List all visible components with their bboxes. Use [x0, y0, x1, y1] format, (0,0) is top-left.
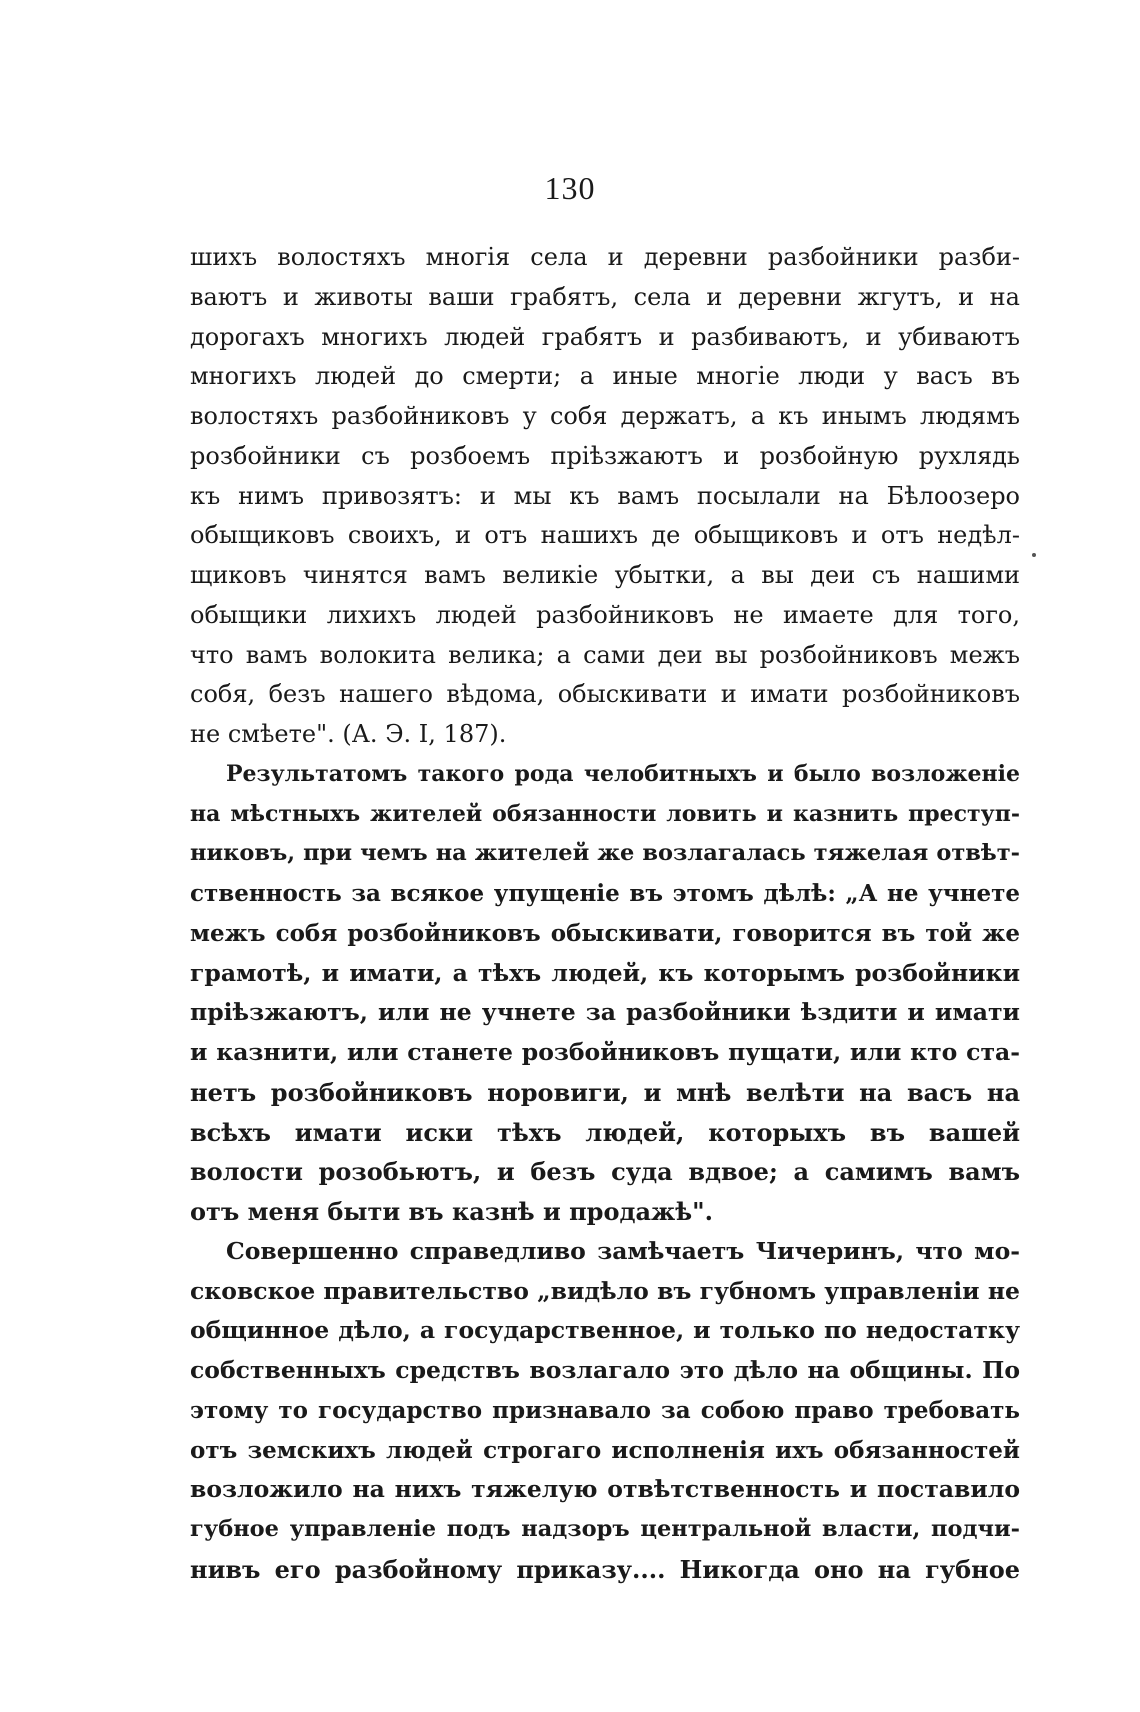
- text-line: дорогахъ многихъ людей грабятъ и разбиваютъ, и убиваютъ: [190, 322, 1020, 351]
- text-line: къ нимъ привозятъ: и мы къ вамъ посылали на Бѣлоозеро: [190, 481, 1020, 510]
- text-line: Совершенно справедливо замѣчаетъ Чичеринъ, что мо-: [226, 1236, 1020, 1265]
- text-line: волостяхъ разбойниковъ у собя держатъ, а къ инымъ людямъ: [190, 402, 1020, 430]
- text-line: на мѣстныхъ жителей обязанности ловить и казнить преступ-: [190, 800, 1020, 827]
- text-line: обыщиковъ своихъ, и отъ нашихъ де обыщиковъ и отъ недѣл-: [190, 521, 1020, 550]
- text-line: щиковъ чинятся вамъ великіе убытки, а вы деи съ нашими: [190, 561, 1020, 589]
- text-line: шихъ волостяхъ многія села и деревни разбойники разби-: [190, 243, 1020, 271]
- text-line: сковское правительство „видѣло въ губномъ управленіи не: [190, 1276, 1020, 1305]
- text-line: многихъ людей до смерти; а иные многіе люди у васъ въ: [190, 362, 1020, 391]
- text-line: пріѣзжаютъ, или не учнете за разбойники ѣздити и имати: [190, 998, 1020, 1027]
- body-text: [190, 238, 1020, 1590]
- text-line: нетъ розбойниковъ норовиги, и мнѣ велѣти на васъ на: [190, 1077, 1020, 1107]
- text-line: ственность за всякое упущеніе въ этомъ дѣлѣ: „А не учнете: [190, 880, 1020, 907]
- text-line: этому то государство признавало за собою право требовать: [190, 1396, 1020, 1424]
- text-line: волости розобьютъ, и безъ суда вдвое; а самимъ вамъ: [190, 1157, 1020, 1187]
- text-line: грамотѣ, и имати, а тѣхъ людей, къ которымъ розбойники: [190, 958, 1020, 987]
- text-line: и казнити, или станете розбойниковъ пущати, или кто ста-: [190, 1038, 1020, 1066]
- text-line: нивъ его разбойному приказу.... Никогда оно на губное: [190, 1554, 1020, 1584]
- text-line: что вамъ волокита велика; а сами деи вы розбойниковъ межъ: [190, 640, 1020, 669]
- text-line: общинное дѣло, а государственное, и только по недостатку: [190, 1316, 1020, 1345]
- text-line: обыщики лихихъ людей разбойниковъ не имаете для того,: [190, 600, 1020, 629]
- text-line: ваютъ и животы ваши грабятъ, села и деревни жгутъ, и на: [190, 282, 1020, 311]
- text-line: собя, безъ нашего вѣдома, обыскивати и имати розбойниковъ: [190, 680, 1020, 709]
- text-line: никовъ, при чемъ на жителей же возлагалась тяжелая отвѣт-: [190, 840, 1020, 867]
- text-line: не смѣете". (А. Э. I, 187).: [190, 720, 507, 748]
- text-line: Результатомъ такого рода челобитныхъ и было возложеніе: [226, 760, 1020, 787]
- text-line: отъ земскихъ людей строгаго исполненія ихъ обязанностей: [190, 1436, 1020, 1464]
- text-line: межъ собя розбойниковъ обыскивати, говорится въ той же: [190, 919, 1020, 947]
- text-line: губное управленіе подъ надзоръ центральной власти, подчи-: [190, 1516, 1020, 1542]
- print-speck: [1032, 553, 1036, 557]
- text-line: собственныхъ средствъ возлагало это дѣло на общины. По: [190, 1356, 1020, 1384]
- text-line: розбойники съ розбоемъ пріѣзжаютъ и розбойную рухлядь: [190, 441, 1020, 470]
- page-number: 130: [544, 170, 596, 206]
- text-line: возложило на нихъ тяжелую отвѣтственность и поставило: [190, 1475, 1020, 1504]
- text-line: отъ меня быти въ казнѣ и продажѣ".: [190, 1197, 713, 1226]
- text-line: всѣхъ имати иски тѣхъ людей, которыхъ въ вашей: [190, 1117, 1020, 1147]
